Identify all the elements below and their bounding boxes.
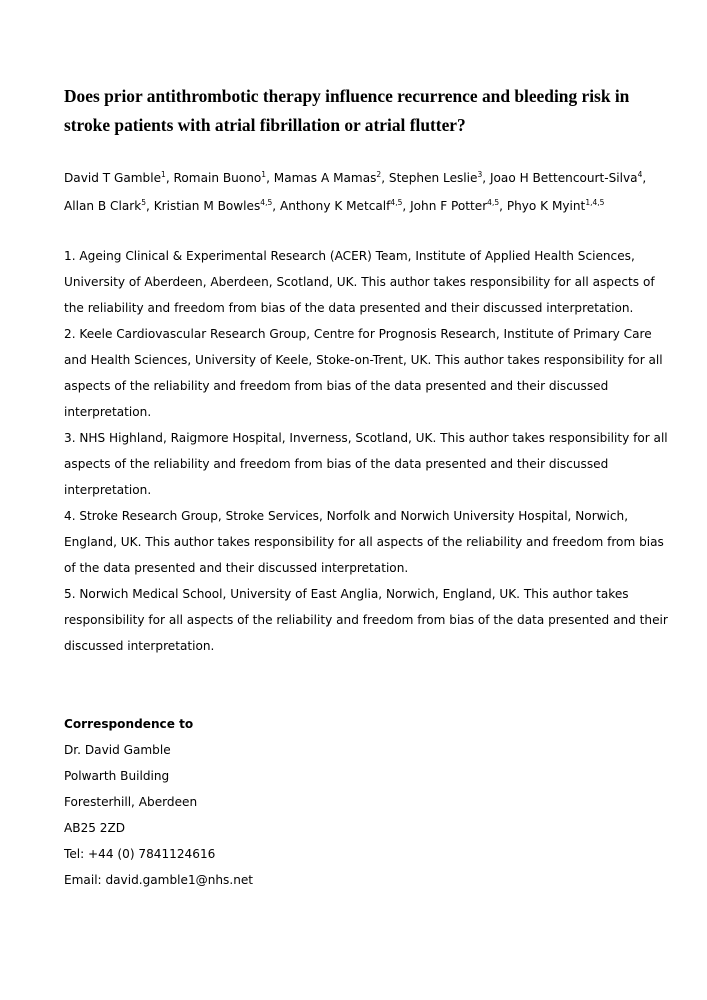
author-name: Mamas A Mamas xyxy=(273,171,377,185)
correspondence-address-line: Polwarth Building xyxy=(64,769,170,783)
affiliation-line: University of Aberdeen, Aberdeen, Scotland, UK. This author takes responsibility for all aspects of xyxy=(64,275,655,289)
author-separator: , xyxy=(499,199,507,213)
author-name: Phyo K Myint xyxy=(506,199,586,213)
affiliation-line: 4. Stroke Research Group, Stroke Services, Norfolk and Norwich University Hospital, Norwich, xyxy=(64,509,629,523)
author-separator: , xyxy=(642,171,647,185)
author-affiliation-marker: 1 xyxy=(261,170,267,179)
author-affiliation-marker: 1,4,5 xyxy=(585,198,605,207)
affiliation-line: interpretation. xyxy=(64,405,152,419)
author-separator: , xyxy=(402,199,411,213)
correspondence-block xyxy=(64,711,464,893)
author-name: David T Gamble xyxy=(64,171,162,185)
correspondence-heading: Correspondence to xyxy=(64,717,194,731)
affiliation-list xyxy=(64,243,668,659)
author-name: Joao H Bettencourt-Silva xyxy=(489,171,638,185)
author-line xyxy=(64,193,664,221)
correspondence-name: Dr. David Gamble xyxy=(64,743,171,757)
author-name: Anthony K Metcalf xyxy=(279,199,391,213)
affiliation-line: 1. Ageing Clinical & Experimental Research (ACER) Team, Institute of Applied Health Sciences, xyxy=(64,249,635,263)
correspondence-email: Email: david.gamble1@nhs.net xyxy=(64,873,254,887)
correspondence-postcode: AB25 2ZD xyxy=(64,821,126,835)
affiliation-line: 3. NHS Highland, Raigmore Hospital, Inverness, Scotland, UK. This author takes responsibility for all xyxy=(64,431,668,445)
paper-title xyxy=(64,82,654,140)
author-affiliation-marker: 4,5 xyxy=(487,198,500,207)
author-separator: , xyxy=(146,199,154,213)
affiliation-line: aspects of the reliability and freedom from bias of the data presented and their discussed xyxy=(64,379,609,393)
correspondence-address-line: Foresterhill, Aberdeen xyxy=(64,795,198,809)
affiliation-line: discussed interpretation. xyxy=(64,639,215,653)
affiliation-line: England, UK. This author takes responsibility for all aspects of the reliability and freedom from bias xyxy=(64,535,664,549)
author-affiliation-marker: 3 xyxy=(477,170,483,179)
affiliation-line: 2. Keele Cardiovascular Research Group, Centre for Prognosis Research, Institute of Primary Care xyxy=(64,327,652,341)
author-affiliation-marker: 4 xyxy=(637,170,643,179)
affiliation-line: responsibility for all aspects of the reliability and freedom from bias of the data presented and their xyxy=(64,613,668,627)
author-affiliation-marker: 1 xyxy=(161,170,166,179)
author-affiliation-marker: 5 xyxy=(141,198,147,207)
author-line xyxy=(64,165,664,193)
author-affiliation-marker: 4,5 xyxy=(390,198,403,207)
affiliation-line: aspects of the reliability and freedom from bias of the data presented and their discussed xyxy=(64,457,609,471)
author-name: Stephen Leslie xyxy=(388,171,478,185)
title-line: Does prior antithrombotic therapy influence recurrence and bleeding risk in xyxy=(64,86,630,106)
affiliation-line: of the data presented and their discussed interpretation. xyxy=(64,561,409,575)
author-separator: , xyxy=(381,171,389,185)
author-name: Romain Buono xyxy=(173,171,262,185)
author-affiliation-marker: 2 xyxy=(376,170,382,179)
author-name: Allan B Clark xyxy=(64,199,142,213)
author-name: Kristian M Bowles xyxy=(153,199,261,213)
affiliation-line: 5. Norwich Medical School, University of East Anglia, Norwich, England, UK. This author takes xyxy=(64,587,629,601)
author-separator: , xyxy=(272,199,280,213)
affiliation-line: the reliability and freedom from bias of the data presented and their discussed interpretation. xyxy=(64,301,634,315)
author-list xyxy=(64,165,664,221)
author-name: John F Potter xyxy=(410,199,488,213)
affiliation-line: interpretation. xyxy=(64,483,152,497)
affiliation-line: and Health Sciences, University of Keele, Stoke-on-Trent, UK. This author takes responsibility for all xyxy=(64,353,663,367)
author-separator: , xyxy=(482,171,490,185)
author-affiliation-marker: 4,5 xyxy=(260,198,273,207)
correspondence-telephone: Tel: +44 (0) 7841124616 xyxy=(64,847,216,861)
title-line: stroke patients with atrial fibrillation or atrial flutter? xyxy=(64,115,466,135)
author-separator: , xyxy=(165,171,174,185)
author-separator: , xyxy=(266,171,274,185)
